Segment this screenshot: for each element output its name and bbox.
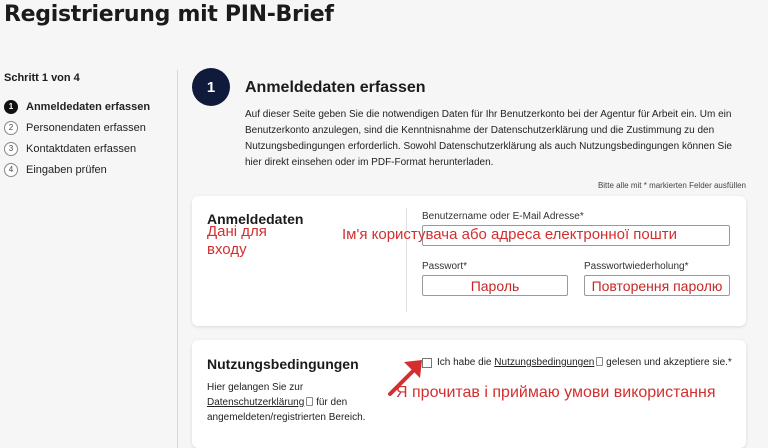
step-number-2: 2 <box>4 121 18 135</box>
pdf-icon <box>596 357 603 366</box>
privacy-policy-link[interactable]: Datenschutzerklärung <box>207 397 305 408</box>
terms-of-use-link[interactable]: Nutzungsbedingungen <box>494 357 595 368</box>
section-title: Anmeldedaten erfassen <box>245 79 426 96</box>
section-intro: Auf dieser Seite geben Sie die notwendigen Daten für Ihr Benutzerkonto bei der Agentur für Arbeit ein. Um ein Benutzerkonto anzulegen, sind die Kenntnisnahme der Datenschutzerklärung und die Zustimmung zu den Nutzungsbedingungen erforderlich. Sowohl Datenschutzerklärung als auch Nutzungsbedingungen können Sie hier direkt einsehen oder im PDF-Format herunterladen. <box>245 109 732 168</box>
password-label: Passwort* <box>422 261 468 272</box>
step-number-1: 1 <box>4 100 18 114</box>
checkbox-text-before: Ich habe die <box>437 357 492 368</box>
card-divider <box>406 208 407 312</box>
step-label-1: Anmeldedaten erfassen <box>26 100 151 113</box>
annotation-arrow-icon <box>380 352 440 402</box>
required-note: Bitte alle mit * markierten Felder ausfüllen <box>597 181 746 190</box>
login-annotation: Дані для входу <box>207 223 267 258</box>
step-number-4: 4 <box>4 163 18 177</box>
step-number-3: 3 <box>4 142 18 156</box>
step-label-3: Kontaktdaten erfassen <box>26 142 137 155</box>
password-annotation: Пароль <box>470 277 520 294</box>
step-4[interactable] <box>4 159 174 180</box>
pdf-icon <box>306 397 313 406</box>
terms-text-after: für den angemeldeten/registrierten Bereich. <box>207 397 366 423</box>
step-label-2: Personendaten erfassen <box>26 121 146 134</box>
accept-terms-label <box>437 355 737 370</box>
stepper-divider <box>177 70 178 448</box>
page-title: Registrierung mit PIN-Brief <box>4 2 334 27</box>
checkbox-text-after: gelesen und akzeptiere sie.* <box>606 357 732 368</box>
username-label: Benutzername oder E-Mail Adresse* <box>422 211 584 222</box>
password-input[interactable] <box>422 275 568 296</box>
username-annotation: Ім'я користувача або адреса електронної пошти <box>342 226 678 243</box>
terms-card-title: Nutzungsbedingungen <box>207 356 359 372</box>
login-card-title: Anmeldedaten <box>207 211 304 227</box>
step-count: Schritt 1 von 4 <box>4 72 80 84</box>
terms-text <box>207 380 377 425</box>
terms-annotation: Я прочитав і приймаю умови використання <box>396 384 716 401</box>
login-card <box>192 196 746 326</box>
password-repeat-annotation: Повторення паролю <box>591 277 723 294</box>
step-label-4: Eingaben prüfen <box>26 163 107 176</box>
step-1[interactable] <box>4 96 174 117</box>
step-3[interactable] <box>4 138 174 159</box>
section-number-badge: 1 <box>192 68 230 106</box>
terms-card <box>192 340 746 448</box>
terms-text-before: Hier gelangen Sie zur <box>207 382 304 393</box>
step-2[interactable] <box>4 117 174 138</box>
stepper <box>4 96 174 180</box>
password-repeat-input[interactable] <box>584 275 730 296</box>
password-repeat-label: Passwortwiederholung* <box>584 261 689 272</box>
